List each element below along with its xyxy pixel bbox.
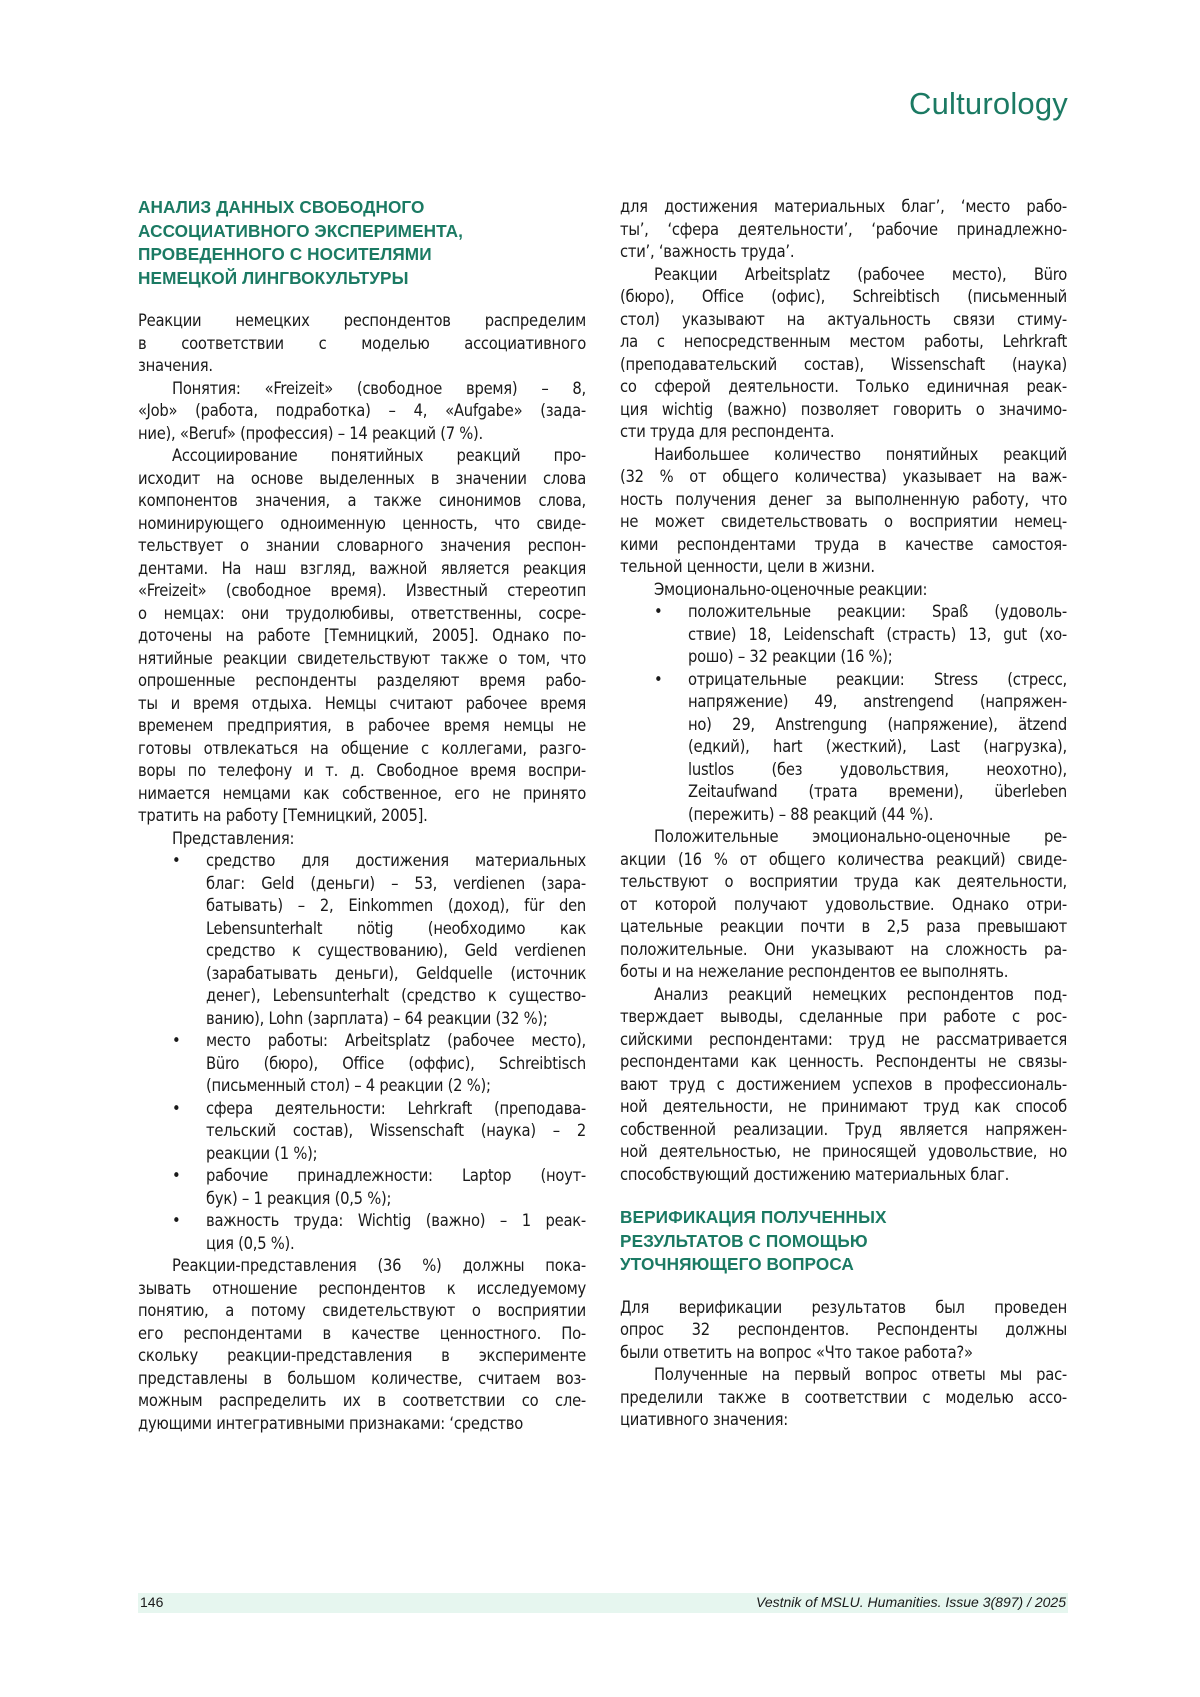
bullet-text: сфера деятельности: Lehrkraft (преподава- — [206, 1098, 586, 1118]
bullet-text: (письменный стол) – 4 реакции (2 %); — [206, 1076, 491, 1095]
heading-line: РЕЗУЛЬТАТОВ С ПОМОЩЬЮ — [620, 1230, 868, 1251]
text-line: циативного значения: — [620, 1410, 788, 1429]
text-line: Реакции немецких респондентов распределим — [138, 311, 586, 330]
paragraph — [620, 579, 1067, 602]
text-line: компонентов значения, а также синонимов слова, — [138, 491, 586, 510]
text-line: дентами. На наш взгляд, важной является реакция — [138, 558, 586, 578]
text-line: (преподавательский состав), Wissenschaft (наука) — [620, 354, 1067, 374]
text-line: о немцах: они трудолюбивы, ответственны, сосре- — [138, 603, 586, 623]
text-line: дующими интегративными признаками: ‘средство — [138, 1413, 524, 1433]
text-line: от которой получают удовольствие. Однако отри- — [620, 894, 1067, 914]
bullet-text: средство к существованию), Geld verdienen — [206, 941, 586, 960]
text-line: тельной ценности, цели в жизни. — [620, 557, 875, 576]
text-line: опрос 32 респондентов. Респонденты должны — [620, 1320, 1067, 1339]
bullet-icon: • — [172, 1211, 181, 1230]
text-line: Представления: — [172, 828, 295, 848]
bullet-text: бук) – 1 реакция (0,5 %); — [206, 1188, 392, 1208]
bullet-icon: • — [654, 669, 663, 689]
text-line — [138, 1120, 586, 1143]
text-line: со сферой деятельности. Только единичная реак- — [620, 377, 1067, 396]
bullet-text: благ: Geld (деньги) – 53, verdienen (зара- — [206, 873, 586, 893]
bullet-text: Lebensunterhalt nötig (необходимо как — [206, 918, 586, 938]
heading-line: ВЕРИФИКАЦИЯ ПОЛУЧЕННЫХ — [620, 1207, 887, 1227]
text-line — [138, 850, 586, 873]
section-heading-1 — [138, 196, 586, 290]
bullet-text: отрицательные реакции: Stress (стресс, — [688, 669, 1067, 689]
heading-line: АССОЦИАТИВНОГО ЭКСПЕРИМЕНТА, — [138, 220, 464, 241]
text-line — [138, 1143, 586, 1166]
bullet-text: (едкий), hart (жесткий), Last (нагрузка), — [688, 737, 1067, 756]
text-line — [138, 1233, 586, 1256]
text-line: ла с непосредственным местом работы, Lehrkraft — [620, 332, 1067, 351]
text-line: доточены на работе [Темницкий, 2005]. Однако по- — [138, 626, 586, 645]
right-column — [620, 196, 1067, 1432]
text-line: зывать отношение респондентов к исследуемому — [138, 1278, 586, 1298]
bullet-text: реакции (1 %); — [206, 1143, 318, 1163]
heading-line: НЕМЕЦКОЙ ЛИНГВОКУЛЬТУРЫ — [138, 267, 409, 288]
text-line: ной деятельности, не принимают труд как способ — [620, 1097, 1067, 1116]
bullet-text: Zeitaufwand (трата времени), überleben — [688, 782, 1067, 801]
text-line: ты’, ‘сфера деятельности’, ‘рабочие принадлежно- — [620, 219, 1067, 239]
text-line: Реакции-представления (36 %) должны пока- — [172, 1256, 586, 1275]
text-line: готовы отвлекаться на общение с коллегами, разго- — [138, 738, 586, 758]
bullet-text: положительные реакции: Spaß (удоволь- — [688, 602, 1067, 621]
text-line: Эмоционально-оценочные реакции: — [654, 579, 928, 599]
text-line — [138, 918, 586, 941]
text-line — [620, 646, 1067, 669]
bullet-item — [138, 1030, 586, 1098]
bullet-item — [620, 601, 1067, 669]
text-line: пределили также в соответствии с моделью ассо- — [620, 1387, 1067, 1407]
heading-line: АНАЛИЗ ДАННЫХ СВОБОДНОГО — [138, 197, 425, 217]
paragraph — [138, 828, 586, 851]
text-line: сийскими респондентами: труд не рассматривается — [620, 1029, 1067, 1049]
bullet-text: рошо) – 32 реакции (16 %); — [688, 647, 893, 666]
text-line: воры по телефону и т. д. Свободное время воспри- — [138, 761, 586, 780]
text-line: акции (16 % от общего количества реакций) свиде- — [620, 849, 1067, 869]
bullet-text: (зарабатывать деньги), Geldquelle (источник — [206, 963, 586, 983]
bullet-icon: • — [172, 851, 181, 870]
text-line — [138, 1030, 586, 1053]
text-line: скольку реакции-представления в эксперименте — [138, 1346, 586, 1365]
bullet-list — [138, 850, 586, 1255]
text-line — [620, 714, 1067, 737]
bullet-text: ция (0,5 %). — [206, 1233, 295, 1253]
text-line: для достижения материальных благ’, ‘место рабо- — [620, 197, 1067, 216]
bullet-item — [138, 850, 586, 1030]
text-line — [620, 736, 1067, 759]
paragraph — [138, 1255, 586, 1435]
text-line — [138, 895, 586, 918]
bullet-item — [138, 1098, 586, 1166]
text-line — [138, 1075, 586, 1098]
paragraph — [620, 444, 1067, 579]
paragraph — [620, 826, 1067, 984]
bullet-text: напряжение) 49, anstrengend (напряжен- — [688, 692, 1067, 711]
text-line — [138, 1188, 586, 1211]
bullet-icon: • — [654, 602, 663, 621]
text-line — [138, 940, 586, 963]
bullet-text: тельский состав), Wissenschaft (наука) – 2 — [206, 1121, 586, 1140]
text-line: в соответствии с моделью ассоциативного — [138, 333, 586, 353]
text-line — [138, 985, 586, 1008]
bullet-text: батывать) – 2, Einkommen (доход), für den — [206, 896, 586, 915]
text-line — [620, 669, 1067, 692]
bullet-item — [620, 669, 1067, 827]
text-line — [620, 781, 1067, 804]
text-line: номинирующего одноименную ценность, что свиде- — [138, 513, 586, 533]
text-line — [138, 1098, 586, 1121]
text-line: тратить на работу [Темницкий, 2005]. — [138, 806, 428, 825]
bullet-text: (пережить) – 88 реакций (44 %). — [688, 804, 934, 824]
paragraph — [138, 445, 586, 828]
bullet-text: рабочие принадлежности: Laptop (ноут- — [206, 1166, 586, 1185]
text-line: можным распределить их в соответствии со сле- — [138, 1391, 586, 1410]
text-line — [620, 691, 1067, 714]
page-number: 146 — [140, 1594, 164, 1610]
text-line — [138, 873, 586, 896]
text-line: способствующий достижению материальных благ. — [620, 1164, 1010, 1184]
bullet-text: средство для достижения материальных — [206, 851, 586, 870]
left-column — [138, 196, 586, 1435]
text-line: Ассоциирование понятийных реакций про- — [172, 446, 586, 465]
text-line: вают труд с достижением успехов в профессиональ- — [620, 1074, 1067, 1094]
text-line — [138, 1053, 586, 1076]
text-line: исходит на основе выделенных в значении слова — [138, 468, 586, 488]
bullet-text: но) 29, Anstrengung (напряжение), ätzend — [688, 714, 1067, 734]
text-line — [620, 804, 1067, 827]
bullet-item — [138, 1165, 586, 1210]
text-line: временем предприятия, в рабочее время немцы не — [138, 716, 586, 735]
paragraph — [620, 984, 1067, 1187]
bullet-item — [138, 1210, 586, 1255]
text-line: опрошенные респонденты разделяют время рабо- — [138, 671, 586, 690]
text-line — [138, 963, 586, 986]
text-line: (бюро), Office (офис), Schreibtisch (письменный — [620, 287, 1067, 306]
heading-line: УТОЧНЯЮЩЕГО ВОПРОСА — [620, 1254, 854, 1274]
text-line: (32 % от общего количества) указывает на важ- — [620, 467, 1067, 486]
bullet-text: ванию), Lohn (зарплата) – 64 реакции (32 %); — [206, 1008, 548, 1028]
text-line: сти труда для респондента. — [620, 422, 835, 441]
text-line: кими респондентами труда в качестве самостоя- — [620, 534, 1067, 554]
text-line: боты и на нежелание респондентов ее выполнять. — [620, 962, 1009, 981]
running-head-section: Culturology — [908, 86, 1068, 121]
text-line: цательные реакции почти в 2,5 раза превышают — [620, 917, 1067, 936]
bullet-text: место работы: Arbeitsplatz (рабочее место), — [206, 1031, 586, 1050]
text-line: были ответить на вопрос «Что такое работа?» — [620, 1342, 973, 1362]
text-line: понятию, а потому свидетельствуют о восприятии — [138, 1301, 586, 1320]
journal-citation: Vestnik of MSLU. Humanities. Issue 3(897) / 2025 — [756, 1594, 1066, 1610]
text-line — [138, 1008, 586, 1031]
text-line: тверждает выводы, сделанные при работе с рос- — [620, 1007, 1067, 1026]
text-line: сти’, ‘важность труда’. — [620, 242, 795, 261]
text-line: ние), «Beruf» (профессия) – 14 реакций (7 %). — [138, 423, 483, 443]
text-line: нятийные реакции свидетельствуют также о том, что — [138, 648, 586, 668]
text-line: Наибольшее количество понятийных реакций — [654, 444, 1067, 464]
heading-line: ПРОВЕДЕННОГО С НОСИТЕЛЯМИ — [138, 244, 432, 264]
paragraph — [620, 196, 1067, 264]
text-line: «Freizeit» (свободное время). Известный стереотип — [138, 581, 586, 600]
bullet-icon: • — [172, 1098, 181, 1118]
paragraph — [620, 1364, 1067, 1432]
paragraph — [138, 378, 586, 446]
text-line: тельствуют о восприятии труда как деятельности, — [620, 872, 1067, 891]
bullet-text: Büro (бюро), Office (оффис), Schreibtisch — [206, 1053, 586, 1073]
text-line — [620, 759, 1067, 782]
paragraph — [620, 264, 1067, 444]
text-line: нимается немцами как собственное, его не принято — [138, 783, 586, 803]
bullet-list — [620, 601, 1067, 826]
text-line: представлены в большом количестве, считаем воз- — [138, 1368, 586, 1388]
bullet-text: денег), Lebensunterhalt (средство к существо- — [206, 986, 586, 1005]
text-line: «Job» (работа, подработка) – 4, «Aufgabe» (зада- — [138, 401, 586, 420]
text-line: ность получения денег за выполненную работу, что — [620, 489, 1067, 509]
text-line: тельствует о знании словарного значения респон- — [138, 536, 586, 555]
text-line: ция wichtig (важно) позволяет говорить о значимо- — [620, 399, 1067, 419]
paragraph — [620, 1297, 1067, 1365]
page-footer — [138, 1593, 1068, 1613]
text-line: не может свидетельствовать о восприятии немец- — [620, 512, 1067, 531]
text-line: положительные. Они указывают на сложность ра- — [620, 939, 1067, 959]
text-line: Полученные на первый вопрос ответы мы рас- — [654, 1365, 1067, 1384]
text-line — [138, 1165, 586, 1188]
bullet-icon: • — [172, 1166, 181, 1185]
bullet-text: важность труда: Wichtig (важно) – 1 реак- — [206, 1211, 586, 1230]
text-line — [138, 1210, 586, 1233]
text-line — [620, 601, 1067, 624]
bullet-icon: • — [172, 1031, 181, 1050]
text-line: стол) указывают на актуальность связи стиму- — [620, 309, 1067, 329]
text-line: собственной реализации. Труд является напряжен- — [620, 1119, 1067, 1139]
bullet-text: ствие) 18, Leidenschaft (страсть) 13, gut (хо- — [688, 624, 1067, 644]
bullet-text: lustlos (без удовольствия, неохотно), — [688, 759, 1067, 779]
paragraph — [138, 310, 586, 378]
text-line: значения. — [138, 356, 213, 375]
text-line: Анализ реакций немецких респондентов под- — [654, 984, 1067, 1004]
text-line: Понятия: «Freizeit» (свободное время) – 8, — [172, 378, 586, 398]
text-line: Для верификации результатов был проведен — [620, 1297, 1067, 1317]
text-line: Реакции Arbeitsplatz (рабочее место), Büro — [654, 264, 1067, 284]
text-line — [620, 624, 1067, 647]
text-line: ной деятельностью, не приносящей удовольствие, но — [620, 1142, 1067, 1161]
text-line: ты и время отдыха. Немцы считают рабочее время — [138, 693, 586, 713]
text-line: респондентами как ценность. Респонденты не связы- — [620, 1052, 1067, 1071]
text-line: Положительные эмоционально-оценочные ре- — [654, 827, 1067, 846]
section-heading-2 — [620, 1206, 1067, 1277]
text-line: его респондентами в качестве ценностного. По- — [138, 1323, 586, 1343]
